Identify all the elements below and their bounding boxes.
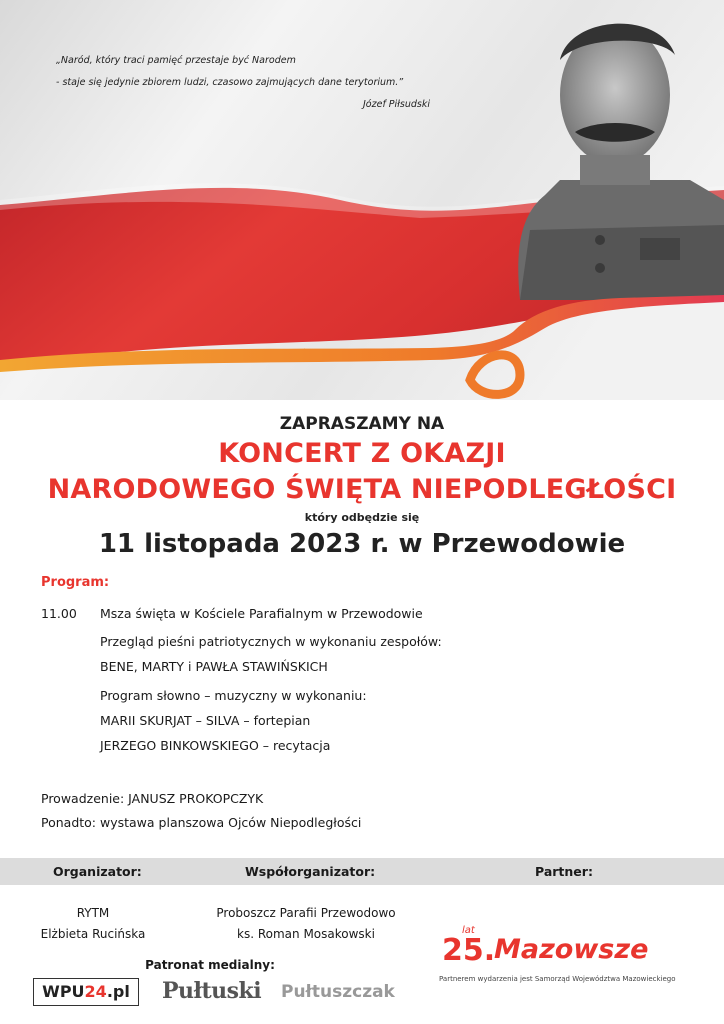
svg-text:Mazowsze: Mazowsze	[494, 934, 649, 965]
quote-author: Józef Piłsudski	[363, 99, 430, 110]
svg-text:25.: 25.	[442, 933, 496, 968]
invite-subtitle: który odbędzie się	[304, 511, 420, 524]
program-label: Program:	[41, 575, 110, 590]
coorganizer-name: Proboszcz Parafii Przewodowo	[216, 906, 396, 920]
partner-note: Partnerem wydarzenia jest Samorząd Województwa Mazowieckiego	[439, 975, 676, 983]
host-line: Prowadzenie: JANUSZ PROKOPCZYK	[41, 791, 264, 806]
coorganizer-info	[196, 903, 416, 945]
coorganizer-label: Współorganizator:	[245, 864, 376, 879]
media-patronage-label: Patronat medialny:	[145, 958, 275, 972]
partner-label: Partner:	[535, 864, 593, 879]
pultuski-logo: Pułtuski	[162, 978, 262, 1004]
quote-block	[56, 50, 436, 116]
program-item: JERZEGO BINKOWSKIEGO – recytacja	[100, 738, 331, 753]
organizer-label: Organizator:	[53, 864, 142, 879]
quote-line-1: „Naród, który traci pamięć przestaje być Narodem	[56, 55, 296, 66]
organizer-name: RYTM	[76, 906, 110, 920]
coorganizer-person: ks. Roman Mosakowski	[237, 927, 375, 941]
invitation-block	[0, 412, 724, 562]
program-item: MARII SKURJAT – SILVA – fortepian	[100, 713, 311, 728]
mazowsze-25-logo	[440, 918, 690, 970]
svg-text:lat: lat	[462, 925, 475, 936]
program-item: Przegląd pieśni patriotycznych w wykonaniu zespołów:	[100, 634, 442, 649]
exhibition-line: Ponadto: wystawa planszowa Ojców Niepodległości	[41, 815, 362, 830]
program-item: Msza święta w Kościele Parafialnym w Przewodowie	[100, 606, 423, 621]
pultuszczak-logo: Pułtuszczak	[281, 982, 395, 1002]
program-time: 11.00	[41, 606, 77, 621]
invite-intro: ZAPRASZAMY NA	[279, 414, 445, 434]
program-item: BENE, MARTY i PAWŁA STAWIŃSKICH	[100, 659, 328, 674]
quote-line-2: - staje się jedynie zbiorem ludzi, czasowo zajmujących dane terytorium.”	[56, 77, 404, 88]
organizer-person: Elżbieta Rucińska	[40, 927, 146, 941]
invite-title-line-2: NARODOWEGO ŚWIĘTA NIEPODLEGŁOŚCI	[47, 474, 677, 505]
wpu24-logo: WPU24.pl	[33, 978, 139, 1006]
invite-title-line-1: KONCERT Z OKAZJI	[218, 438, 506, 469]
event-date-location: 11 listopada 2023 r. w Przewodowie	[98, 529, 626, 559]
organizer-info	[18, 903, 168, 945]
program-item: Program słowno – muzyczny w wykonaniu:	[100, 688, 367, 703]
